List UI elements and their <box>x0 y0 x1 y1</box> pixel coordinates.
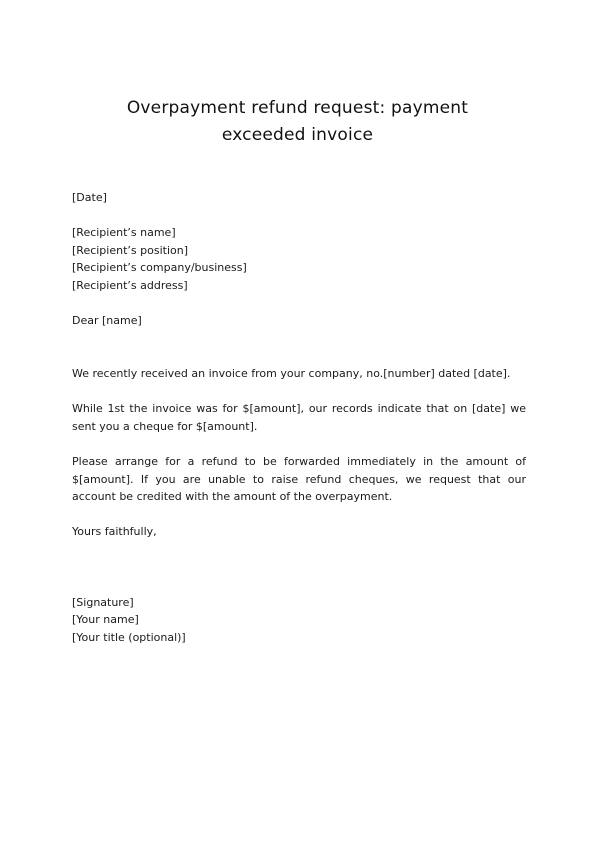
recipient-company: [Recipient’s company/business] <box>72 261 247 275</box>
salutation: Dear [name] <box>72 314 142 328</box>
title-line-2: exceeded invoice <box>221 125 374 145</box>
paragraph-cheque-sent: While 1st the invoice was for $[amount], our records indicate that on [date] we sent you a cheque for $[amount]. <box>72 402 526 433</box>
letter-body <box>72 189 526 646</box>
signature-block <box>72 594 526 647</box>
recipient-address: [Recipient’s address] <box>72 278 188 292</box>
document-title <box>0 95 595 149</box>
recipient-position: [Recipient’s position] <box>72 243 188 257</box>
paragraph-invoice-received: We recently received an invoice from your company, no.[number] dated [date]. <box>72 366 511 380</box>
paragraph-refund-request: Please arrange for a refund to be forwarded immediately in the amount of $[amount]. If you are unable to raise refund cheques, we request that our account be credited with the amount of the overpayment. <box>72 454 526 504</box>
sender-name: [Your name] <box>72 613 139 627</box>
recipient-name: [Recipient’s name] <box>72 226 176 240</box>
recipient-block <box>72 224 526 294</box>
closing: Yours faithfully, <box>72 525 157 539</box>
title-line-1: Overpayment refund request: payment <box>126 98 469 118</box>
signature-placeholder: [Signature] <box>72 595 134 609</box>
date-placeholder: [Date] <box>72 191 107 204</box>
sender-title: [Your title (optional)] <box>72 630 186 644</box>
